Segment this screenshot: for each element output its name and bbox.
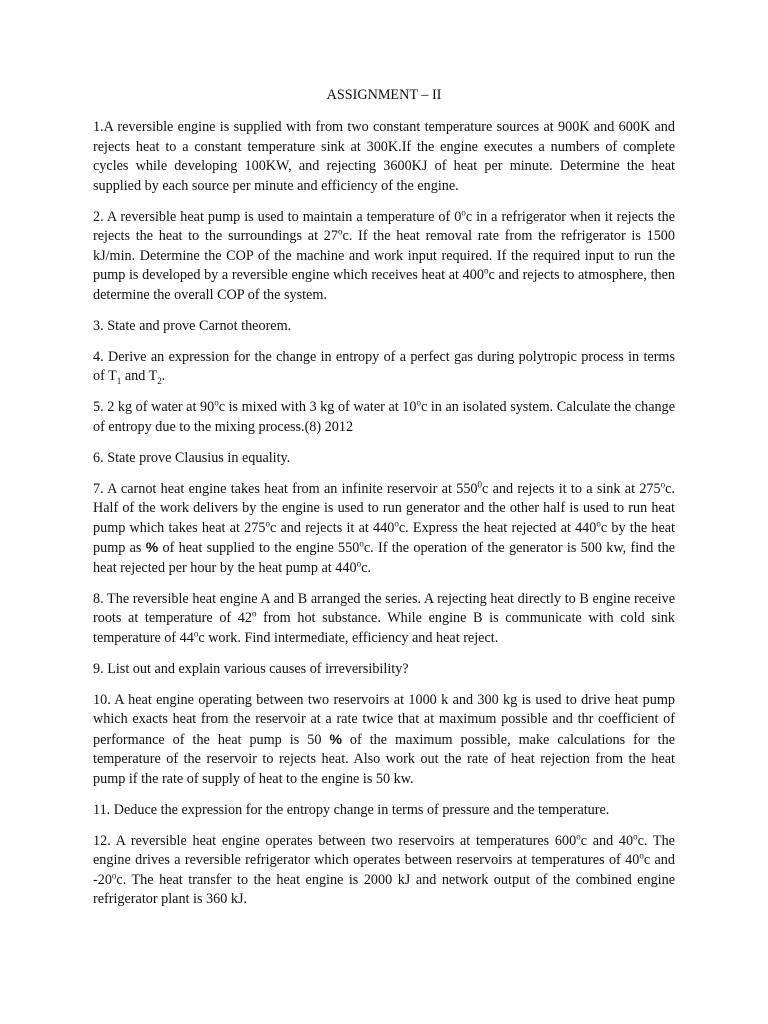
question-4: 4. Derive an expression for the change in entropy of a perfect gas during polytropic process in terms of $T_1$ and $T_2$. (93, 348, 675, 386)
question-7: 7. A carnot heat engine takes heat from an infinite reservoir at $550^0c$ and rejects it to a sink at 275$^o$c. Half of the work delivers by the engine is used to run generator and the other half is used to run heat pump which takes heat at 275$^o$c and rejects it at 440$^o$c. Express the heat rejected at 440$^o$c by the heat pump as % of heat supplied to the engine 550$^o$c. If the operation of the generator is 500 kw, find the heat rejected per hour by the heat pump at 440$^o$c. (93, 478, 675, 576)
question-10: 10. A heat engine operating between two reservoirs at 1000 k and 300 kg is used to drive heat pump which exacts heat from the reservoir at a rate twice that at maximum possible and thr coefficient of performance of the heat pump is 50 % of the maximum possible, make calculations for the temperature of the reservoir to rejects heat. Also work out the rate of heat rejection from the heat pump if the rate of supply of heat to the engine is 50 kw. (93, 691, 675, 787)
question-5: 5. 2 kg of water at 90$^o$c is mixed with 3 kg of water at 10$^o$c in an isolated system. Calculate the change of entropy due to the mixing process.(8) 2012 (93, 397, 675, 435)
question-list (93, 118, 675, 921)
question-8: 8. The reversible heat engine A and B arranged the series. A rejecting heat directly to B engine receive roots at temperature of 42$^o$ from hot substance. While engine B is communicate with cold sink temperature of 44$^o$c work. Find intermediate, efficiency and heat reject. (93, 590, 675, 646)
question-3: 3. State and prove Carnot theorem. (93, 317, 292, 334)
question-12: 12. A reversible heat engine operates between two reservoirs at temperatures 600$^o$c and 40$^o$c. The engine drives a reversible refrigerator which operates between reservoirs at temperatures of 40$^o$c and -20$^o$c. The heat transfer to the heat engine is 2000 kJ and network output of the combined engine refrigerator plant is 360 kJ. (93, 830, 675, 907)
question-6: 6. State prove Clausius in equality. (93, 449, 291, 466)
question-11: 11. Deduce the expression for the entropy change in terms of pressure and the temperature. (93, 801, 610, 818)
question-9: 9. List out and explain various causes of irreversibility? (93, 660, 409, 677)
assignment-title: ASSIGNMENT – II (326, 87, 442, 103)
question-2: 2. A reversible heat pump is used to maintain a temperature of 0$^o$c in a refrigerator when it rejects the rejects the heat to the surroundings at 27$^o$c. If the heat removal rate from the refrigerator is 1500 kJ/min. Determine the COP of the machine and work input required. If the required input to run the pump is developed by a reversible engine which receives heat at 400$^o$c and rejects to atmosphere, then determine the overall COP of the system. (93, 206, 675, 303)
question-1: 1.A reversible engine is supplied with from two constant temperature sources at 900K and 600K and rejects heat to a constant temperature sink at 300K.If the engine executes a numbers of complete cycles while developing 100KW, and rejecting 3600KJ of heat per minute. Determine the heat supplied by each source per minute and efficiency of the engine. (93, 119, 675, 194)
